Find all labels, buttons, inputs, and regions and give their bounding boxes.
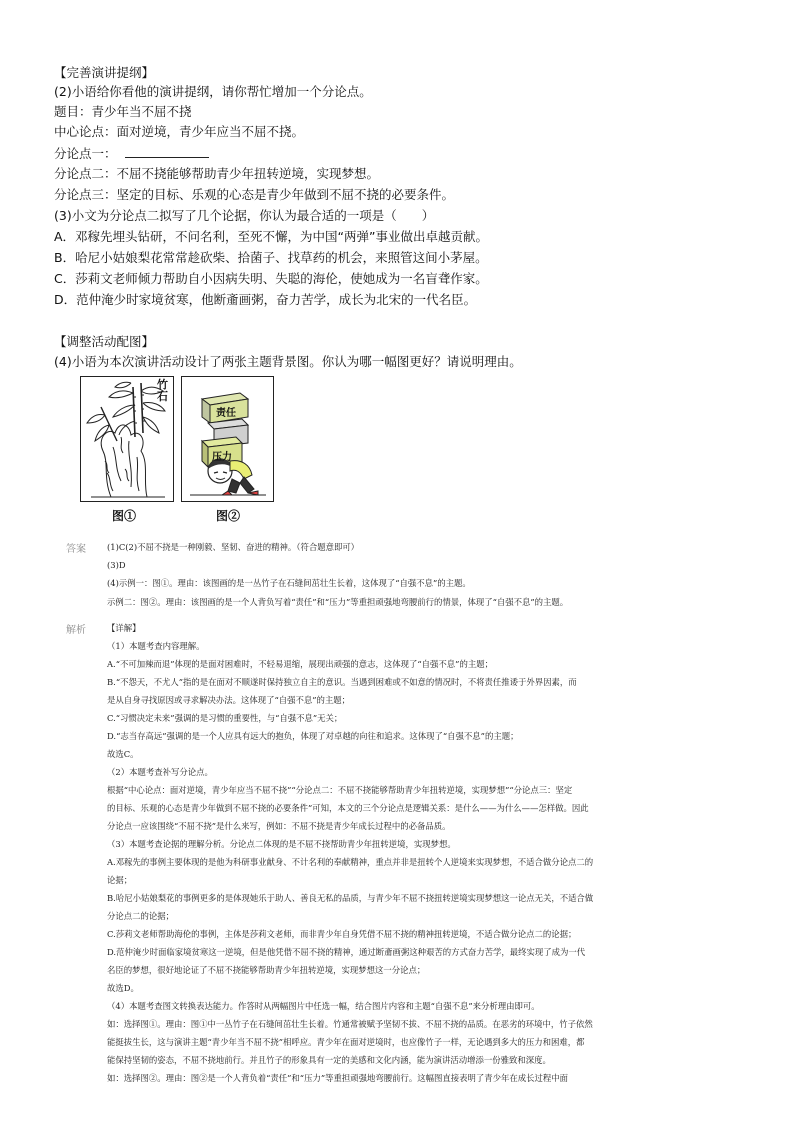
option-d: D．范仲淹少时家境贫寒，他断齑画粥，奋力苦学，成长为北宋的一代名臣。 <box>54 292 477 307</box>
analysis-line: （1）本题考查内容理解。 <box>107 641 205 651</box>
analysis-line: （2）本题考查补写分论点。 <box>107 767 213 777</box>
analysis-line: （4）本题考查图文转换表达能力。作答时从两幅图片中任选一幅，结合图片内容和主题“自强不息”来分析理由即可。 <box>107 1001 540 1011</box>
analysis-line: C.“习惯决定未来”强调的是习惯的重要性，与“自强不息”无关； <box>107 713 343 723</box>
outline-central-point: 中心论点：面对逆境，青少年应当不屈不挠。 <box>54 124 305 139</box>
analysis-line: A.“不可加辣而退”体现的是面对困难时，不轻易退缩，展现出顽强的意志，这体现了“自强不息”的主题； <box>107 659 493 669</box>
analysis-line: 根据“中心论点：面对逆境，青少年应当不屈不挠”“分论点二：不屈不挠能够帮助青少年扭转逆境，实现梦想”“分论点三：坚定 <box>107 785 573 795</box>
analysis-line: 能挺拔生长，这与演讲主题“青少年当不屈不挠”相呼应。青少年在面对逆境时，也应像竹子一样，无论遇到多大的压力和困难，都 <box>107 1037 585 1047</box>
point-1-blank <box>125 145 209 158</box>
analysis-line: 名臣的梦想，很好地论证了不屈不挠能够帮助青少年扭转逆境，实现梦想这一分论点； <box>107 965 426 975</box>
figure-1-caption: 图① <box>112 509 137 523</box>
analysis-line: A.邓稼先的事例主要体现的是他为科研事业献身、不计名利的奉献精神，重点并非是扭转个人逆境来实现梦想，不适合做分论点二的 <box>107 857 594 867</box>
analysis-line: 如：选择图①。理由：图①中一丛竹子在石缝间茁壮生长着。竹通常被赋予坚韧不拔、不屈不挠的品质。在恶劣的环境中，竹子依然 <box>107 1019 593 1029</box>
analysis-line: 能保持坚韧的姿态，不屈不挠地前行。并且竹子的形象具有一定的美感和文化内涵，能为演讲活动增添一份雅致和深度。 <box>107 1055 551 1065</box>
burden-carrier-illustration <box>182 377 273 501</box>
analysis-label: 解析 <box>66 625 86 636</box>
analysis-line: 分论点一应该围绕“不屈不挠”是什么来写，例如：不屈不挠是青少年成长过程中的必备品质。 <box>107 821 451 831</box>
analysis-line: B.“不怨天，不尤人”指的是在面对不顺遂时保持独立自主的意识。当遇到困难或不如意的情况时，不将责任推诿于外界因素，而 <box>107 677 577 687</box>
analysis-line: 是从自身寻找原因或寻求解决办法。这体现了“自强不息”的主题； <box>107 695 351 705</box>
figure-1-title: 竹石 <box>157 378 168 403</box>
outline-point-2: 分论点二：不屈不挠能够帮助青少年扭转逆境，实现梦想。 <box>54 166 380 181</box>
analysis-line: 分论点二的论据； <box>107 911 174 921</box>
option-a: A．邓稼先埋头钻研，不问名利，至死不懈，为中国“两弹”事业做出卓越贡献。 <box>54 229 489 244</box>
section-title-speech-outline: 【完善演讲提纲】 <box>54 65 155 80</box>
analysis-line: D.范仲淹少时面临家境贫寒这一逆境，但是他凭借不屈不挠的精神，通过断齑画粥这种艰苦的方式奋力苦学，最终实现了成为一代 <box>107 947 586 957</box>
point-1-label: 分论点一： <box>54 146 117 161</box>
analysis-line: 论据； <box>107 875 133 885</box>
question-2-prompt: (2)小语给你看他的演讲提纲，请你帮忙增加一个分论点。 <box>54 84 372 99</box>
analysis-line: 故选D。 <box>107 983 139 993</box>
analysis-line: （3）本题考查论据的理解分析。分论点二体现的是不屈不挠帮助青少年扭转逆境，实现梦想。 <box>107 839 456 849</box>
answer-line: 示例二：图②。理由：该图画的是一个人背负写着“责任”和“压力”等重担顽强地弯腰前行的情景，体现了“自强不息”的主题。 <box>107 597 569 607</box>
outline-point-3: 分论点三：坚定的目标、乐观的心态是青少年做到不屈不挠的必要条件。 <box>54 187 455 202</box>
option-c: C．莎莉文老师倾力帮助自小因病失明、失聪的海伦，使她成为一名盲聋作家。 <box>54 271 488 286</box>
figure-2-caption: 图② <box>216 509 241 523</box>
answer-line: (1)C(2)不屈不挠是一种刚毅、坚韧、奋进的精神。（符合题意即可） <box>107 542 360 552</box>
outline-topic: 题目：青少年当不屈不挠 <box>54 104 192 119</box>
figure-1-bamboo-rock <box>80 376 174 502</box>
question-3-prompt: (3)小文为分论点二拟写了几个论据，你认为最合适的一项是（ ） <box>54 208 435 223</box>
answer-line: (4)示例一：图①。理由：该图画的是一丛竹子在石缝间茁壮生长着，这体现了“自强不息”的主题。 <box>107 578 471 588</box>
box-label-pressure: 压力 <box>212 452 232 463</box>
analysis-line: B.哈尼小姑娘梨花的事例更多的是体现她乐于助人、善良无私的品质，与青少年不屈不挠扭转逆境实现梦想这一论点无关，不适合做 <box>107 893 594 903</box>
analysis-line: C.莎莉文老师帮助海伦的事例，主体是莎莉文老师，而非青少年自身凭借不屈不挠的精神扭转逆境，不适合做分论点二的论据； <box>107 929 577 939</box>
question-4-prompt: (4)小语为本次演讲活动设计了两张主题背景图。你认为哪一幅图更好？请说明理由。 <box>54 354 522 369</box>
figure-2-person-carrying-burden <box>181 376 274 502</box>
outline-point-1 <box>54 145 754 162</box>
analysis-line: 如：选择图②。理由：图②是一个人背负着“责任”和“压力”等重担顽强地弯腰前行。这幅图直接表明了青少年在成长过程中面 <box>107 1073 568 1083</box>
section-title-adjust-images: 【调整活动配图】 <box>54 334 155 349</box>
answer-line: (3)D <box>107 560 126 570</box>
analysis-line: 故选C。 <box>107 749 139 759</box>
analysis-line: 【详解】 <box>107 623 141 633</box>
answer-label: 答案 <box>66 544 86 555</box>
box-label-responsibility: 责任 <box>216 408 236 419</box>
analysis-line: 的目标、乐观的心态是青少年做到不屈不挠的必要条件”可知，本文的三个分论点是逻辑关系：是什么——为什么——怎样做。因此 <box>107 803 589 813</box>
analysis-line: D.“志当存高远”强调的是一个人应具有远大的抱负，体现了对卓越的向往和追求。这体现了“自强不息”的主题； <box>107 731 519 741</box>
option-b: B．哈尼小姑娘梨花常常趁砍柴、拾菌子、找草药的机会，来照管这间小茅屋。 <box>54 250 488 265</box>
